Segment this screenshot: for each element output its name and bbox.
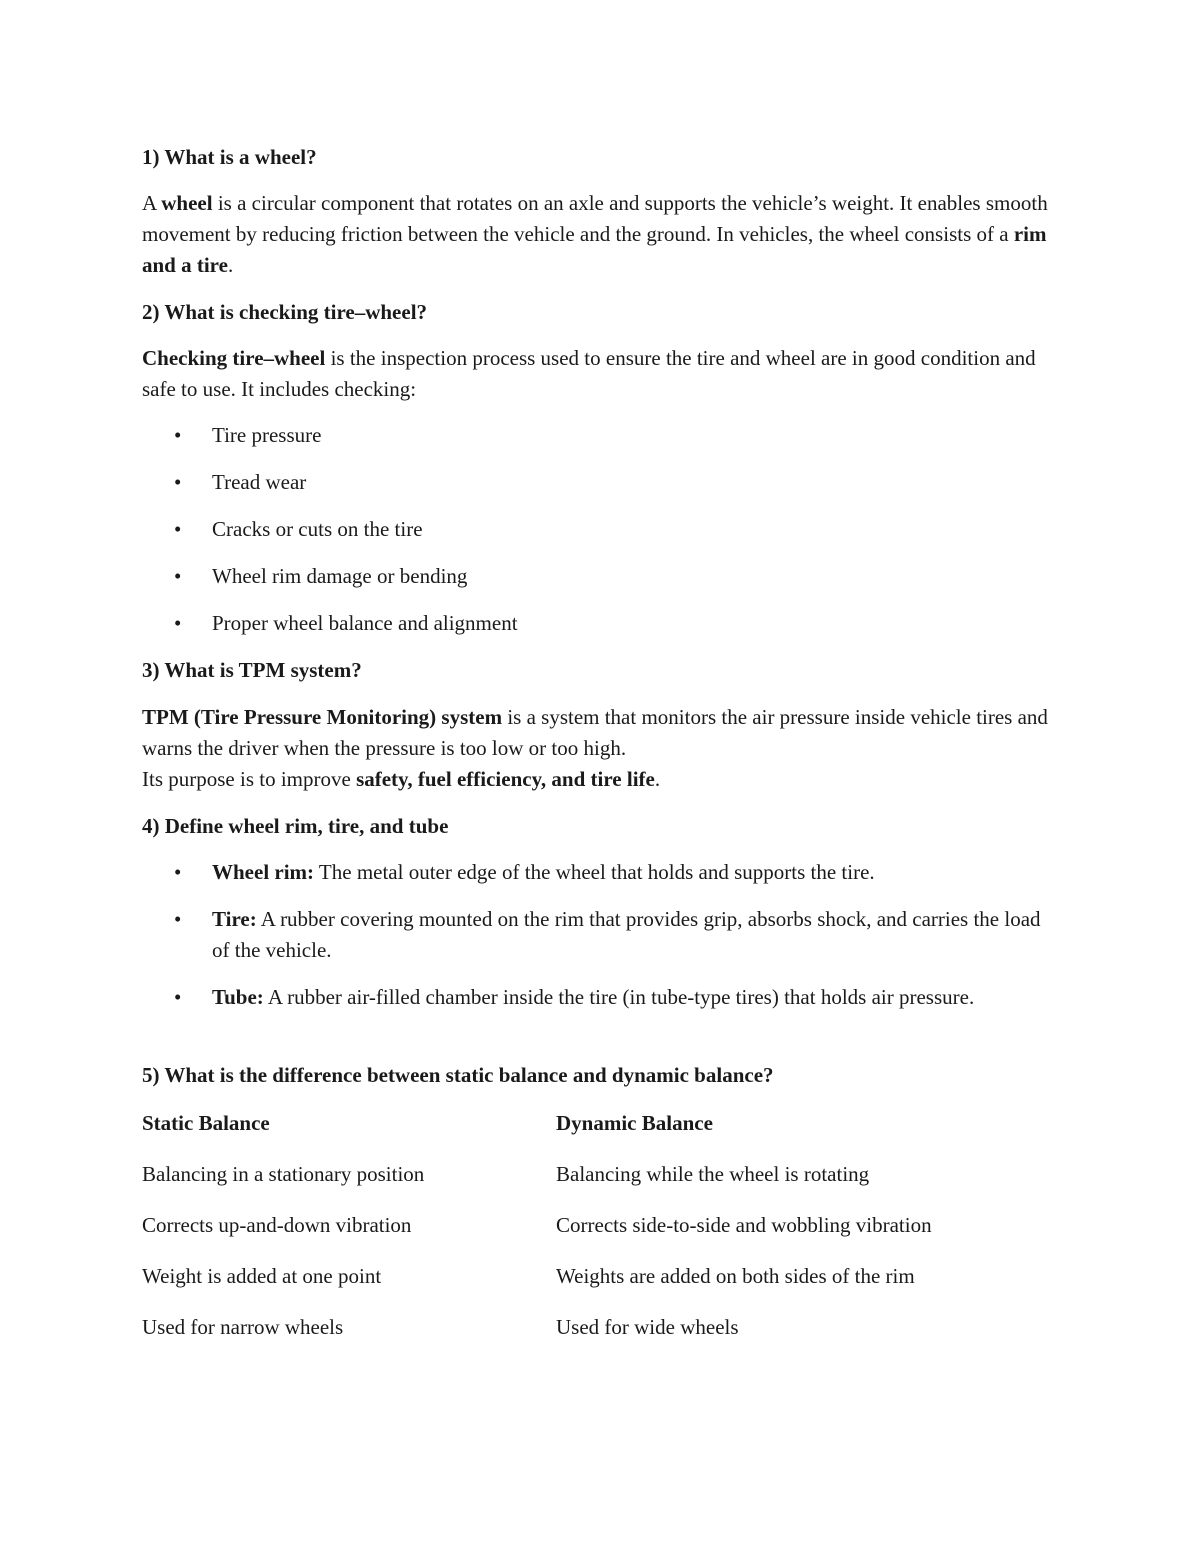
table-cell: Corrects side-to-side and wobbling vibration <box>556 1213 932 1237</box>
definition-item <box>142 904 1062 966</box>
answer-1-text-post: . <box>227 253 234 277</box>
list-item-text: Wheel rim damage or bending <box>212 564 468 588</box>
answer-3-purpose-pre: Its purpose is to improve <box>142 767 357 791</box>
definition-text: A rubber air-filled chamber inside the tire (in tube-type tires) that holds air pressure. <box>263 985 975 1009</box>
table-cell: Balancing while the wheel is rotating <box>556 1162 870 1186</box>
answer-1-paragraph <box>142 188 1062 281</box>
definition-item <box>142 982 1062 1013</box>
table-header-static: Static Balance <box>142 1111 270 1135</box>
question-4-heading: 4) Define wheel rim, tire, and tube <box>142 814 449 838</box>
answer-1-text-pre: A <box>142 191 162 215</box>
list-item <box>142 467 1062 498</box>
bullet-icon: • <box>174 423 182 447</box>
table-cell: Corrects up-and-down vibration <box>142 1213 412 1237</box>
list-item-text: Proper wheel balance and alignment <box>212 611 518 635</box>
list-item-text: Tire pressure <box>212 423 322 447</box>
list-item-text: Cracks or cuts on the tire <box>212 517 423 541</box>
table-header-dynamic: Dynamic Balance <box>556 1111 713 1135</box>
answer-2-text: is the inspection process used to ensure the tire and wheel are in good condition and safe to use. It includes checking: <box>142 346 1036 401</box>
table-cell: Used for narrow wheels <box>142 1315 344 1339</box>
answer-1-text-mid: is a circular component that rotates on an axle and supports the vehicle’s weight. It enables smooth movement by reducing friction between the vehicle and the ground. In vehicles, the wheel consists of a <box>142 191 1048 246</box>
bullet-icon: • <box>174 564 182 588</box>
table-cell: Weights are added on both sides of the rim <box>556 1264 915 1288</box>
answer-1-bold-term: wheel <box>161 191 213 215</box>
definition-text: A rubber covering mounted on the rim that provides grip, absorbs shock, and carries the load of the vehicle. <box>212 907 1041 962</box>
bullet-icon: • <box>174 517 182 541</box>
list-item <box>142 608 1062 639</box>
answer-3-purpose-bold: safety, fuel efficiency, and tire life <box>356 767 655 791</box>
answer-2-paragraph <box>142 343 1062 405</box>
definition-term: Wheel rim: <box>212 860 315 884</box>
definition-term: Tube: <box>212 985 264 1009</box>
answer-3-paragraph <box>142 702 1062 795</box>
table-cell: Weight is added at one point <box>142 1264 382 1288</box>
table-cell: Used for wide wheels <box>556 1315 739 1339</box>
bullet-icon: • <box>174 985 182 1009</box>
bullet-icon: • <box>174 611 182 635</box>
bullet-icon: • <box>174 907 182 931</box>
answer-3-text: is a system that monitors the air pressure inside vehicle tires and warns the driver when the pressure is too low or too high. <box>142 705 1048 760</box>
question-3-heading: 3) What is TPM system? <box>142 658 362 682</box>
answer-1-bold-rim-tire: rim and a tire <box>142 222 1047 277</box>
answer-2-bold-term: Checking tire–wheel <box>142 346 326 370</box>
list-item <box>142 561 1062 592</box>
bullet-icon: • <box>174 470 182 494</box>
definition-item <box>142 857 1062 888</box>
question-2-heading: 2) What is checking tire–wheel? <box>142 300 428 324</box>
answer-3-purpose-post: . <box>654 767 661 791</box>
definition-term: Tire: <box>212 907 257 931</box>
list-item <box>142 420 1062 451</box>
list-item-text: Tread wear <box>212 470 307 494</box>
definition-text: The metal outer edge of the wheel that holds and supports the tire. <box>314 860 875 884</box>
question-1-heading: 1) What is a wheel? <box>142 145 317 169</box>
table-cell: Balancing in a stationary position <box>142 1162 425 1186</box>
answer-3-bold-term: TPM (Tire Pressure Monitoring) system <box>142 705 503 729</box>
list-item <box>142 514 1062 545</box>
question-5-heading: 5) What is the difference between static balance and dynamic balance? <box>142 1063 774 1087</box>
bullet-icon: • <box>174 860 182 884</box>
